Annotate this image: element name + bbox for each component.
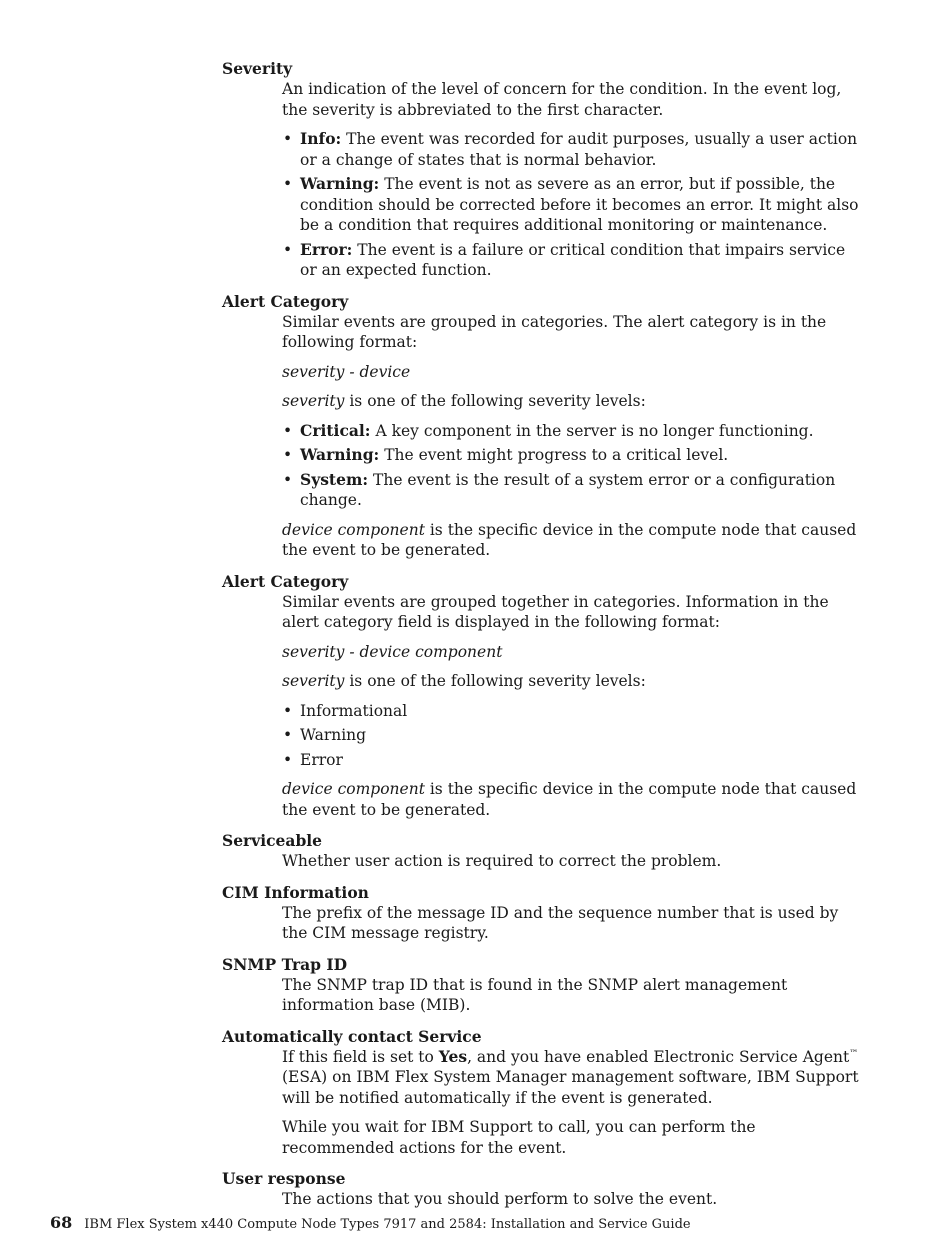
severity-intro bbox=[282, 391, 862, 412]
serviceable-description: Whether user action is required to correct the problem. bbox=[282, 852, 722, 870]
item-text: The event is a failure or critical condition that impairs service or an expected function. bbox=[300, 240, 846, 279]
list-item bbox=[282, 421, 862, 442]
device-component-note bbox=[282, 520, 862, 561]
device-word: device component bbox=[282, 780, 425, 798]
def-automatically-contact-service bbox=[282, 1047, 862, 1159]
page-number: 68 bbox=[50, 1213, 73, 1232]
severity-levels-list bbox=[282, 701, 862, 771]
yes-value: Yes bbox=[438, 1046, 468, 1066]
term-snmp-trap-id: SNMP Trap ID bbox=[222, 954, 348, 974]
list-item bbox=[282, 174, 862, 236]
device-component-note bbox=[282, 779, 862, 820]
definition-list bbox=[222, 58, 862, 1210]
auto-contact-followup: While you wait for IBM Support to call, you can perform the recommended actions for the event. bbox=[282, 1118, 756, 1157]
alert-format bbox=[282, 642, 862, 663]
alert-format bbox=[282, 362, 862, 383]
alert-levels-list bbox=[282, 421, 862, 511]
footer-title: IBM Flex System x440 Compute Node Types 7917 and 2584: Installation and Service Guide bbox=[84, 1217, 691, 1232]
text-run: If this field is set to bbox=[282, 1047, 439, 1066]
list-item bbox=[282, 445, 862, 466]
field-definitions bbox=[222, 58, 862, 1220]
user-response-description: The actions that you should perform to solve the event. bbox=[282, 1190, 718, 1208]
item-text: The event might progress to a critical level. bbox=[379, 446, 729, 464]
alert-description: Similar events are grouped together in categories. Information in the alert category field is displayed in the following format: bbox=[282, 592, 829, 631]
list-item bbox=[282, 240, 862, 281]
text-run: (ESA) on IBM Flex System Manager management software, IBM Support will be notified automatically if the event is generated. bbox=[282, 1068, 859, 1107]
def-serviceable bbox=[282, 851, 862, 872]
item-text: The event was recorded for audit purposes, usually a user action or a change of states that is normal behavior. bbox=[300, 130, 858, 169]
item-label: System: bbox=[300, 469, 369, 489]
format-text: severity - device component bbox=[282, 642, 503, 661]
item-label: Warning: bbox=[300, 174, 380, 193]
list-item bbox=[282, 129, 862, 170]
def-cim-information bbox=[282, 903, 862, 944]
def-snmp-trap-id bbox=[282, 975, 862, 1016]
term-serviceable: Serviceable bbox=[222, 831, 323, 850]
term-severity: Severity bbox=[222, 59, 293, 78]
term-automatically-contact-service: Automatically contact Service bbox=[222, 1026, 482, 1046]
alert-description: Similar events are grouped in categories. The alert category is in the following format: bbox=[282, 312, 827, 351]
term-alert-category-2: Alert Category bbox=[222, 571, 349, 591]
list-item: • Error bbox=[282, 750, 862, 771]
severity-intro bbox=[282, 671, 862, 692]
snmp-description: The SNMP trap ID that is found in the SNMP alert management information base (MIB). bbox=[282, 975, 788, 1014]
list-item: • Warning bbox=[282, 725, 862, 746]
item-text: A key component in the server is no longer functioning. bbox=[370, 421, 814, 440]
severity-word: severity bbox=[282, 392, 345, 410]
severity-rest: is one of the following severity levels: bbox=[344, 672, 646, 690]
def-severity bbox=[282, 79, 862, 281]
item-label: Error: bbox=[300, 239, 353, 259]
term-alert-category: Alert Category bbox=[222, 291, 349, 311]
item-text: The event is not as severe as an error, but if possible, the condition should be corrected before it becomes an error. It might also be a condition that requires additional monitoring or maintenance. bbox=[300, 175, 859, 234]
item-label: Warning: bbox=[300, 445, 380, 464]
severity-description: An indication of the level of concern for the condition. In the event log, the severity is abbreviated to the first character. bbox=[282, 80, 842, 119]
cim-description: The prefix of the message ID and the sequence number that is used by the CIM message registry. bbox=[282, 903, 839, 942]
device-word: device component bbox=[282, 520, 425, 539]
item-label: Info: bbox=[300, 129, 342, 148]
list-item: • Informational bbox=[282, 701, 862, 722]
item-label: Critical: bbox=[300, 420, 371, 440]
item-text: The event is the result of a system error or a configuration change. bbox=[300, 470, 836, 509]
severity-list bbox=[282, 129, 862, 281]
severity-word: severity bbox=[282, 672, 345, 690]
def-alert-category bbox=[282, 312, 862, 561]
page-footer bbox=[50, 1213, 691, 1235]
def-alert-category-2 bbox=[282, 592, 862, 821]
term-cim-information: CIM Information bbox=[222, 882, 369, 902]
list-item bbox=[282, 470, 862, 511]
format-text: severity - device bbox=[282, 362, 411, 381]
auto-contact-paragraph bbox=[282, 1047, 862, 1109]
trademark-mark: ™ bbox=[849, 1048, 859, 1059]
text-run: , and you have enabled Electronic Service Agent bbox=[467, 1047, 850, 1066]
device-rest: is the specific device in the compute node that caused the event to be generated. bbox=[282, 780, 857, 819]
severity-rest: is one of the following severity levels: bbox=[344, 392, 646, 410]
def-user-response bbox=[282, 1189, 862, 1210]
device-rest: is the specific device in the compute node that caused the event to be generated. bbox=[282, 520, 857, 559]
term-user-response: User response bbox=[222, 1169, 346, 1188]
